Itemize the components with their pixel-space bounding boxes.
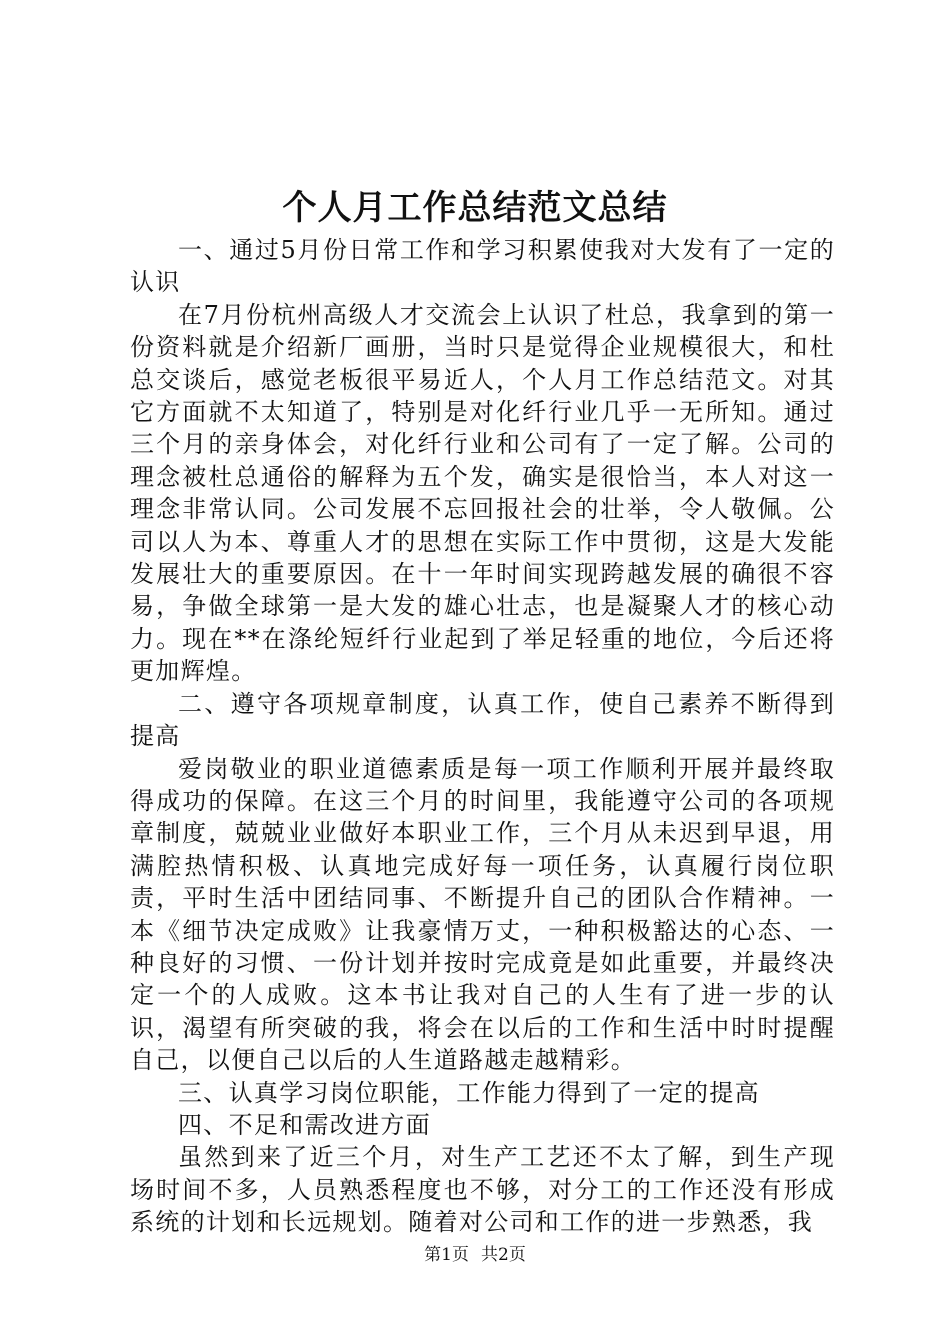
section-heading-1: 一、通过5月份日常工作和学习积累使我对大发有了一定的认识 bbox=[130, 236, 835, 297]
section-heading-4: 四、不足和需改进方面 bbox=[178, 1110, 431, 1139]
page-number: 第1页 bbox=[424, 1245, 469, 1265]
document-body bbox=[130, 234, 835, 1239]
document-title: 个人月工作总结范文总结 bbox=[282, 188, 668, 228]
paragraph-3: 虽然到来了近三个月，对生产工艺还不太了解，到生产现场时间不多，人员熟悉程度也不够，对分工的工作还没有形成系统的计划和长远规划。随着对公司和工作的进一步熟悉，我 bbox=[130, 1143, 835, 1237]
page-footer bbox=[0, 1244, 950, 1266]
page-total: 共2页 bbox=[481, 1245, 526, 1265]
paragraph-1: 在7月份杭州高级人才交流会上认识了杜总，我拿到的第一份资料就是介绍新厂画册，当时只是觉得企业规模很大，和杜总交谈后，感觉老板很平易近人，个人月工作总结范文。对其它方面就不太知道了，特别是对化纤行业几乎一无所知。通过三个月的亲身体会，对化纤行业和公司有了一定了解。公司的理念被杜总通俗的解释为五个发，确实是很恰当，本人对这一理念非常认同。公司发展不忘回报社会的壮举，令人敬佩。公司以人为本、尊重人才的思想在实际工作中贯彻，这是大发能发展壮大的重要原因。在十一年时间实现跨越发展的确很不容易，争做全球第一是大发的雄心壮志，也是凝聚人才的核心动力。现在**在涤纶短纤行业起到了举足轻重的地位，今后还将更加辉煌。 bbox=[130, 300, 835, 686]
section-heading-2: 二、遵守各项规章制度，认真工作，使自己素养不断得到提高 bbox=[130, 689, 835, 751]
section-heading-3: 三、认真学习岗位职能，工作能力得到了一定的提高 bbox=[178, 1078, 760, 1107]
paragraph-2: 爱岗敬业的职业道德素质是每一项工作顺利开展并最终取得成功的保障。在这三个月的时间里，我能遵守公司的各项规章制度，兢兢业业做好本职业工作，三个月从未迟到早退，用满腔热情积极、认真地完成好每一项任务，认真履行岗位职责，平时生活中团结同事、不断提升自己的团队合作精神。一本《细节决定成败》让我豪情万丈，一种积极豁达的心态、一种良好的习惯、一份计划并按时完成竟是如此重要，并最终决定一个的人成败。这本书让我对自己的人生有了进一步的认识，渴望有所突破的我，将会在以后的工作和生活中时时提醒自己，以便自己以后的人生道路越走越精彩。 bbox=[130, 754, 835, 1075]
